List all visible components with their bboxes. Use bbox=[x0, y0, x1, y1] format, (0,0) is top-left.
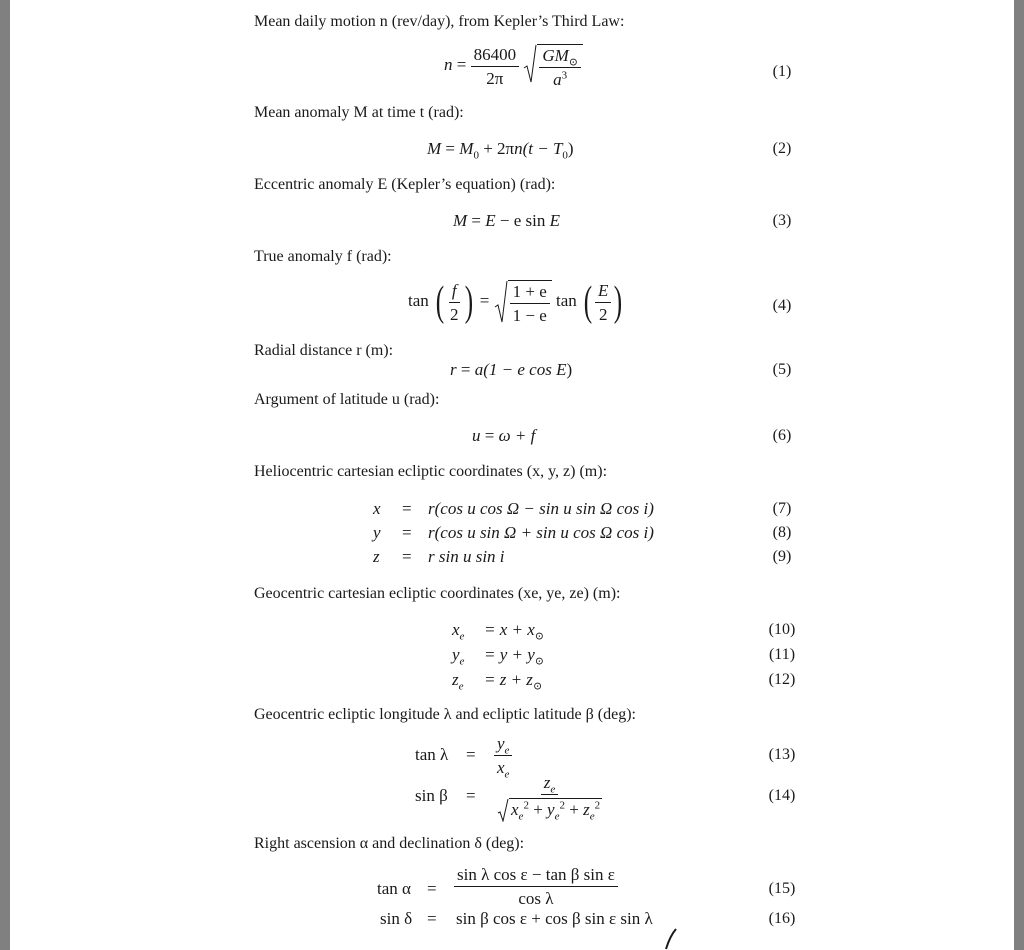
label-true-anomaly: True anomaly f (rad): bbox=[254, 248, 392, 265]
equation-13-rhs: $\frac{y_e}{x_e}$ bbox=[494, 735, 512, 776]
pen-mark-icon bbox=[660, 928, 680, 950]
label-heliocentric-coordinates: Heliocentric cartesian ecliptic coordinates (x, y, z) (m): bbox=[254, 463, 608, 480]
equation-8: y bbox=[373, 523, 381, 542]
eq-number-2: (2) bbox=[772, 140, 792, 157]
eq-number-1: (1) bbox=[772, 63, 792, 80]
equation-14-eq: = bbox=[466, 786, 476, 805]
equation-2: $M = M_0 + 2\pi n(t - T_0)$ bbox=[427, 139, 574, 162]
equation-14-lhs: sin β bbox=[415, 786, 448, 805]
equation-15-lhs: tan α bbox=[377, 879, 411, 898]
equation-9: z bbox=[373, 547, 380, 566]
equation-7-eq: = bbox=[402, 499, 412, 518]
equation-5: r = a(1 − e cos E) bbox=[450, 360, 573, 379]
equation-16-rhs: sin β cos ε + cos β sin ε sin λ bbox=[456, 909, 653, 928]
label-geocentric-coordinates: Geocentric cartesian ecliptic coordinates (xe, ye, ze) (m): bbox=[254, 585, 621, 602]
equation-1: n = $\frac{86400}{2\pi}$ $\frac{GM_⊙}{a^3}$ bbox=[444, 44, 583, 88]
eq-number-12: (12) bbox=[768, 671, 796, 688]
equation-13-eq: = bbox=[466, 745, 476, 764]
label-argument-of-latitude: Argument of latitude u (rad): bbox=[254, 391, 440, 408]
equation-13-lhs: tan λ bbox=[415, 745, 449, 764]
eq-number-9: (9) bbox=[772, 548, 792, 565]
eq-number-16: (16) bbox=[768, 910, 796, 927]
eq-number-13: (13) bbox=[768, 746, 796, 763]
document-page bbox=[10, 0, 1014, 950]
equation-15-eq: = bbox=[427, 879, 437, 898]
equation-16-eq: = bbox=[427, 909, 437, 928]
equation-6: u = ω + f bbox=[472, 426, 536, 445]
equation-10-rhs: = $x + x_⊙$ bbox=[484, 620, 545, 643]
equation-12: $z_e$ bbox=[452, 670, 464, 693]
equation-9-eq: = bbox=[402, 547, 412, 566]
eq-number-8: (8) bbox=[772, 524, 792, 541]
equation-11: $y_e$ bbox=[452, 645, 465, 668]
equation-4: tan ( $\frac{f}{2}$ ) = $\frac{1 + e}{1 - e}$ tan ( $\frac{E}{2}$ ) bbox=[408, 279, 623, 325]
eq-number-11: (11) bbox=[768, 646, 796, 663]
label-ra-declination: Right ascension α and declination δ (deg): bbox=[254, 835, 525, 852]
label-mean-daily-motion: Mean daily motion n (rev/day), from Kepler’s Third Law: bbox=[254, 13, 625, 30]
eq-number-15: (15) bbox=[768, 880, 796, 897]
equation-3: M = E − e sin E bbox=[453, 211, 561, 230]
label-ecliptic-longitude-latitude: Geocentric ecliptic longitude λ and ecliptic latitude β (deg): bbox=[254, 706, 636, 723]
equation-14-rhs: $\frac{z_e}{x_e^2 + y_e^2 + z_e^2}$ bbox=[494, 774, 605, 822]
equation-7: x bbox=[373, 499, 381, 518]
equation-12-rhs: = $z + z_⊙$ bbox=[484, 670, 543, 693]
equation-15-rhs: $\frac{\text{sin λ cos ε − tan β sin ε}}{\text{cos λ}}$ bbox=[454, 866, 618, 907]
equation-9-rhs: r sin u sin i bbox=[428, 547, 505, 566]
eq-number-4: (4) bbox=[772, 297, 792, 314]
eq-number-3: (3) bbox=[772, 212, 792, 229]
eq-number-10: (10) bbox=[768, 621, 796, 638]
label-eccentric-anomaly: Eccentric anomaly E (Kepler’s equation) (rad): bbox=[254, 176, 556, 193]
eq-number-6: (6) bbox=[772, 427, 792, 444]
eq-number-7: (7) bbox=[772, 500, 792, 517]
equation-10: $x_e$ bbox=[452, 620, 465, 643]
eq-number-14: (14) bbox=[768, 787, 796, 804]
eq-number-5: (5) bbox=[772, 361, 792, 378]
equation-8-eq: = bbox=[402, 523, 412, 542]
label-mean-anomaly: Mean anomaly M at time t (rad): bbox=[254, 104, 464, 121]
equation-7-rhs: r(cos u cos Ω − sin u sin Ω cos i) bbox=[428, 499, 654, 518]
equation-8-rhs: r(cos u sin Ω + sin u cos Ω cos i) bbox=[428, 523, 654, 542]
equation-11-rhs: = $y + y_⊙$ bbox=[484, 645, 545, 668]
equation-16-lhs: sin δ bbox=[380, 909, 413, 928]
label-radial-distance: Radial distance r (m): bbox=[254, 342, 394, 359]
